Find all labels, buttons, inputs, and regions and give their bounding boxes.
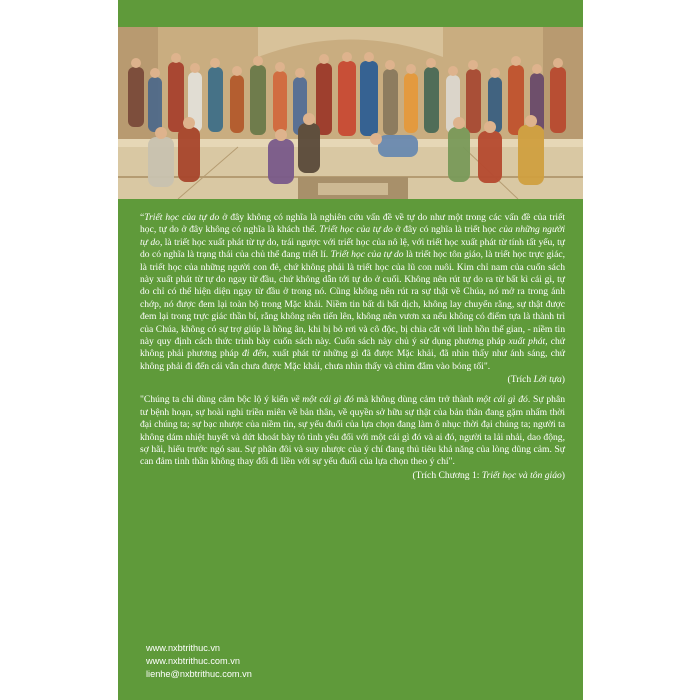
text-run: là triết học tôn giáo, là triết học trực giác, là triết học của những người con đẻ, chứ không phải là triết học của lũ con nuôi. Kim chỉ nam của cuốn sách này xuất phát từ tự do ngay từ đầu, chứ không dẫn tới tự do ở cuối. Không nên rút tự do ra từ bất kì cái gì, tự do chỉ có thể hiện diện ngay từ đầu ở trong nó. Cũng không nên rút ra sự thật về Chúa, nó mở ra trong ánh chớp, nó được đem lại toàn bộ trong Mặc khải. Niềm tin bất di bất dịch, không lay chuyển rằng, sự thật được đem lại trong trực giác thần bí, rằng không nên tiến lên, không nên vươn xa nếu không có điểm tựa là thành trì của Chúa, không có sự trợ giúp là hồng ân, khi bị bỏ rơi và cô độc, bị chia cắt với linh hồn thế gian, - niềm tin này quy định cách thức trình bày cuốn sách này. Cuốn sách này chủ ý sử dụng phương pháp [140,249,565,348]
italic-phrase: xuất phát [508,336,546,348]
italic-phrase: một cái gì đó [476,394,528,406]
publisher-contacts [146,642,252,681]
text-run: ở đây có nghĩa là triết học [392,224,499,236]
citation-text: (Trích Chương 1: [412,469,482,481]
text-run: ở đây không có nghĩa là nghiên cứu vấn đề về tự do như một trong các vấn đề của triết học, tự do ở đây không có nghĩa là khách thể. [140,212,565,236]
text-run: , là triết học xuất phát từ tự do, trái ngược với triết học của nô lệ, với triết học xuất phát từ tính tất yếu, tự do có nghĩa là trạng thái của chủ thể đang triết lí. [140,236,565,261]
school-of-athens-painting [118,27,583,199]
citation-text: ) [561,374,565,386]
text-run: "Chúng ta chỉ dùng cảm bộc lộ ý kiến [140,394,291,406]
italic-phrase: Triết học của tự do [319,224,393,236]
citation-text: (Trích [507,374,534,386]
contact-email[interactable]: lienhe@nxbtrithuc.com.vn [146,669,252,679]
italic-phrase: Triết học của tự do [330,249,404,261]
quote-preface: “Triết học của tự do ở đây không có nghĩa là nghiên cứu vấn đề về tự do như một trong các vấn đề của triết học, tự do ở đây không có nghĩa là khách thể. Triết học của tự do ở đây có nghĩa là triết học của những người tự do, là triết học xuất phát từ tự do, trái ngược với triết học của nô lệ, với triết học xuất phát từ tính tất yếu, tự do có nghĩa là trạng thái của chủ thể đang triết lí. Triết học của tự do là triết học tôn giáo, là triết học trực giác, là triết học của những người con đẻ, chứ không phải là triết học của lũ con nuôi. Kim chỉ nam của cuốn sách này xuất phát từ tự do ngay từ đầu, chứ không dẫn tới tự do ở cuối. Không nên rút tự do ra từ bất kì cái gì, tự do chỉ có thể hiện diện ngay từ đầu ở trong nó. Cũng không nên rút ra sự thật về Chúa, nó mở ra trong ánh chớp, nó được đem lại toàn bộ trong Mặc khải. Niềm tin bất di bất dịch, không lay chuyển rằng, sự thật được đem lại trong trực giác thần bí, rằng không nên tiến lên, không nên vươn xa nếu không có điểm tựa là thành trì của Chúa, không có sự trợ giúp là hồng ân, khi bị bỏ rơi và cô độc, bị chia cắt với linh hồn thế gian, - niềm tin này quy định cách thức trình bày cuốn sách này. Cuốn sách này chủ ý sử dụng phương pháp xuất phát, chứ không phải phương pháp đi đến, xuất phát từ những gì đã được Mặc khải, đã nhìn thấy như ánh sáng, chứ không phải đi đến cái vẫn chưa được Mặc khải, chưa nhìn thấy và chìm đắm vào bóng tối". [140,212,565,372]
citation-italic: Triết học và tôn giáo [481,469,562,481]
citation-text: ) [561,469,565,481]
italic-phrase: Triết học của tự do [144,212,220,223]
painting-illustration [118,27,583,199]
citation-chapter1 [140,469,565,482]
back-cover [118,0,583,700]
text-run: mà không dùng cảm trở thành [353,394,477,406]
citation-italic: Lời tựa [533,374,562,386]
italic-phrase: về một cái gì đó [290,394,354,406]
text-run: , xuất phát từ những gì đã được Mặc khải, đã nhìn thấy như ánh sáng, chứ không phải đi đến cái vẫn chưa được Mặc khải, chưa nhìn thấy và chìm đắm vào bóng tối". [140,348,565,372]
website-url-1[interactable]: www.nxbtrithuc.vn [146,643,221,653]
quotes-block [140,212,565,482]
quote-chapter1 [140,394,565,468]
website-url-2[interactable]: www.nxbtrithuc.com.vn [146,656,240,666]
italic-phrase: của những người tự do [140,224,565,248]
citation-preface [140,373,565,386]
text-run: . Sự phân tư bệnh hoạn, sự hoài nghi triền miên về bản thân, về quyền sở hữu sự thật của bản thân đang gặm nhấm thời đại chúng ta; sự bạc nhược của niềm tin, sự yếu đuối của lựa chọn đang làm ô nhục thời đại chúng ta; người ta không dám nhiệt huyết và dứt khoát bày tỏ tình yêu đối với một cái gì đó và ai đó, người ta lải nhải, dao động, sợ hãi, hiếu trước ngó sau. Sự phân đôi và suy nhược của ý chí đang thủ tiêu khả năng của lòng dũng cảm. Sự can đảm tinh thần không thay đổi đi liền với sự yếu đuối của lựa chọn theo ý chí". [140,394,565,468]
text-run: , chứ không phải phương pháp [140,336,565,360]
italic-phrase: đi đến [241,348,267,360]
